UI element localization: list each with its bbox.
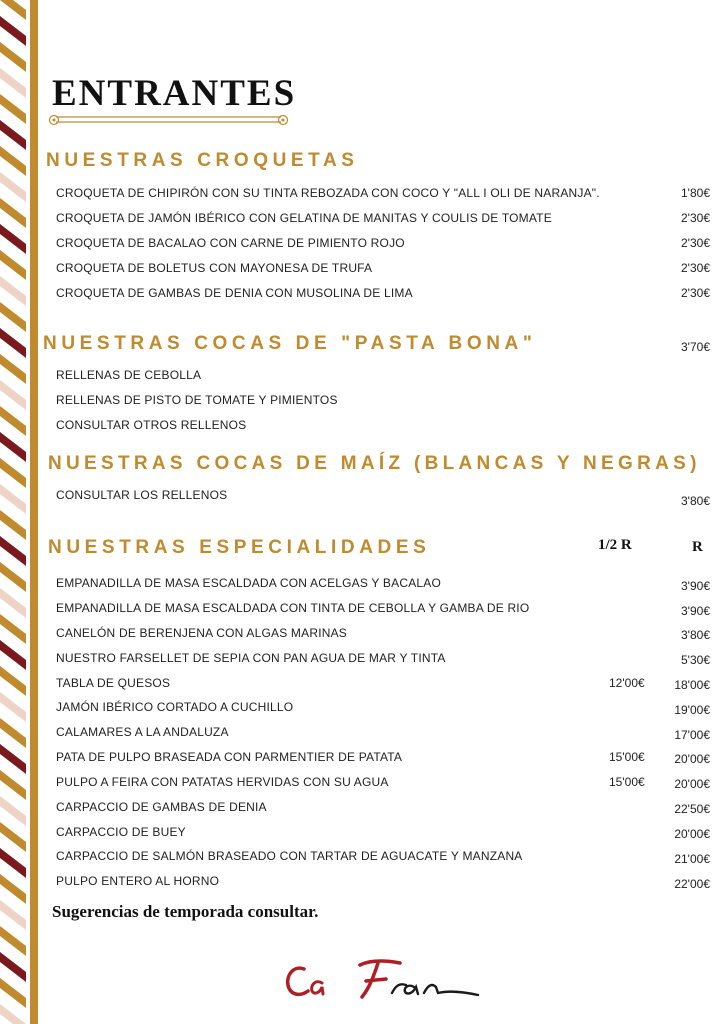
menu-item: PULPO A FEIRA CON PATATAS HERVIDAS CON SU AGUA bbox=[56, 775, 389, 789]
border-chevron bbox=[0, 978, 26, 1008]
border-chevron bbox=[0, 926, 26, 956]
border-chevron bbox=[0, 510, 26, 540]
border-chevron bbox=[0, 380, 26, 410]
item-half-price: 12'00€ bbox=[609, 676, 645, 690]
decorative-border bbox=[0, 0, 38, 1024]
menu-item: CROQUETA DE BOLETUS CON MAYONESA DE TRUFA bbox=[56, 261, 373, 275]
border-chevron bbox=[0, 432, 26, 462]
section-heading-cocas: NUESTRAS COCAS DE "PASTA BONA" bbox=[43, 333, 537, 354]
border-chevron bbox=[0, 796, 26, 826]
section-heading-maiz: NUESTRAS COCAS DE MAÍZ (BLANCAS Y NEGRAS) bbox=[48, 453, 701, 474]
border-chevron bbox=[0, 848, 26, 878]
menu-item: TABLA DE QUESOS bbox=[56, 676, 171, 690]
border-chevron bbox=[0, 172, 26, 202]
item-price: 2'30€ bbox=[681, 261, 710, 275]
border-chevron bbox=[0, 302, 26, 332]
item-price: 3'90€ bbox=[681, 604, 710, 618]
menu-item: CARPACCIO DE BUEY bbox=[56, 825, 186, 839]
menu-item: RELLENAS DE CEBOLLA bbox=[56, 368, 202, 382]
border-chevron bbox=[0, 744, 26, 774]
item-price: 17'00€ bbox=[674, 728, 710, 742]
border-chevron bbox=[0, 536, 26, 566]
border-chevron bbox=[0, 276, 26, 306]
item-price: 22'50€ bbox=[674, 802, 710, 816]
border-chevron bbox=[0, 1004, 26, 1024]
item-half-price: 15'00€ bbox=[609, 775, 645, 789]
border-chevron bbox=[0, 770, 26, 800]
item-price: 2'30€ bbox=[681, 236, 710, 250]
item-price: 3'90€ bbox=[681, 579, 710, 593]
border-chevron bbox=[0, 250, 26, 280]
border-chevron bbox=[0, 458, 26, 488]
item-price: 20'00€ bbox=[674, 827, 710, 841]
border-chevron bbox=[0, 68, 26, 98]
section-heading-especialidades: NUESTRAS ESPECIALIDADES bbox=[48, 537, 431, 558]
border-chevron bbox=[0, 42, 26, 72]
border-chevron bbox=[0, 484, 26, 514]
item-price: 18'00€ bbox=[674, 678, 710, 692]
menu-item: CROQUETA DE CHIPIRÓN CON SU TINTA REBOZADA CON COCO Y "ALL I OLI DE NARANJA". bbox=[56, 186, 600, 200]
menu-item: CONSULTAR OTROS RELLENOS bbox=[56, 418, 247, 432]
menu-item: EMPANADILLA DE MASA ESCALDADA CON TINTA DE CEBOLLA Y GAMBA DE RIO bbox=[56, 601, 530, 615]
column-header-full: R bbox=[692, 539, 703, 555]
menu-item: CROQUETA DE BACALAO CON CARNE DE PIMIENTO ROJO bbox=[56, 236, 405, 250]
menu-item: JAMÓN IBÉRICO CORTADO A CUCHILLO bbox=[56, 700, 294, 714]
item-price: 3'80€ bbox=[681, 628, 710, 642]
item-price: 22'00€ bbox=[674, 877, 710, 891]
item-price: 20'00€ bbox=[674, 752, 710, 766]
menu-item: NUESTRO FARSELLET DE SEPIA CON PAN AGUA DE MAR Y TINTA bbox=[56, 651, 446, 665]
border-chevron bbox=[0, 666, 26, 696]
border-chevron bbox=[0, 198, 26, 228]
menu-item: CROQUETA DE GAMBAS DE DENIA CON MUSOLINA DE LIMA bbox=[56, 286, 413, 300]
menu-item: CARPACCIO DE SALMÓN BRASEADO CON TARTAR DE AGUACATE Y MANZANA bbox=[56, 849, 523, 863]
item-price: 3'80€ bbox=[681, 494, 710, 508]
item-half-price: 15'00€ bbox=[609, 750, 645, 764]
seasonal-note: Sugerencias de temporada consultar. bbox=[52, 902, 319, 921]
page-title: ENTRANTES bbox=[52, 73, 297, 114]
section-heading-croquetas: NUESTRAS CROQUETAS bbox=[46, 150, 359, 171]
item-price: 2'30€ bbox=[681, 211, 710, 225]
menu-item: CROQUETA DE JAMÓN IBÉRICO CON GELATINA DE MANITAS Y COULIS DE TOMATE bbox=[56, 211, 552, 225]
menu-item: CARPACCIO DE GAMBAS DE DENIA bbox=[56, 800, 267, 814]
border-chevron bbox=[0, 822, 26, 852]
menu-item: CALAMARES A LA ANDALUZA bbox=[56, 725, 229, 739]
border-chevron bbox=[0, 718, 26, 748]
item-price: 20'00€ bbox=[674, 777, 710, 791]
border-chevron bbox=[0, 406, 26, 436]
border-chevron bbox=[0, 146, 26, 176]
item-price: 21'00€ bbox=[674, 852, 710, 866]
section-price-cocas: 3'70€ bbox=[681, 340, 710, 354]
border-chevron bbox=[0, 562, 26, 592]
border-chevron bbox=[0, 874, 26, 904]
border-chevron bbox=[0, 16, 26, 46]
column-header-half: 1/2 R bbox=[598, 537, 632, 553]
border-chevron bbox=[0, 94, 26, 124]
item-price: 5'30€ bbox=[681, 653, 710, 667]
border-chevron bbox=[0, 692, 26, 722]
border-chevron bbox=[0, 354, 26, 384]
item-price: 1'80€ bbox=[681, 186, 710, 200]
item-price: 2'30€ bbox=[681, 286, 710, 300]
border-chevron bbox=[0, 588, 26, 618]
border-chevron bbox=[0, 0, 26, 20]
menu-item: EMPANADILLA DE MASA ESCALDADA CON ACELGAS Y BACALAO bbox=[56, 576, 442, 590]
menu-item: RELLENAS DE PISTO DE TOMATE Y PIMIENTOS bbox=[56, 393, 338, 407]
border-chevron bbox=[0, 614, 26, 644]
border-chevron bbox=[0, 120, 26, 150]
border-chevron bbox=[0, 328, 26, 358]
border-chevron bbox=[0, 900, 26, 930]
border-chevron bbox=[0, 640, 26, 670]
menu-item: CONSULTAR LOS RELLENOS bbox=[56, 488, 228, 502]
menu-item: CANELÓN DE BERENJENA CON ALGAS MARINAS bbox=[56, 626, 348, 640]
title-ornament bbox=[46, 112, 291, 128]
menu-item: PATA DE PULPO BRASEADA CON PARMENTIER DE PATATA bbox=[56, 750, 403, 764]
item-price: 19'00€ bbox=[674, 703, 710, 717]
menu-item: PULPO ENTERO AL HORNO bbox=[56, 874, 220, 888]
border-chevron bbox=[0, 224, 26, 254]
border-chevron bbox=[0, 952, 26, 982]
ca-fran-logo bbox=[282, 955, 492, 1003]
